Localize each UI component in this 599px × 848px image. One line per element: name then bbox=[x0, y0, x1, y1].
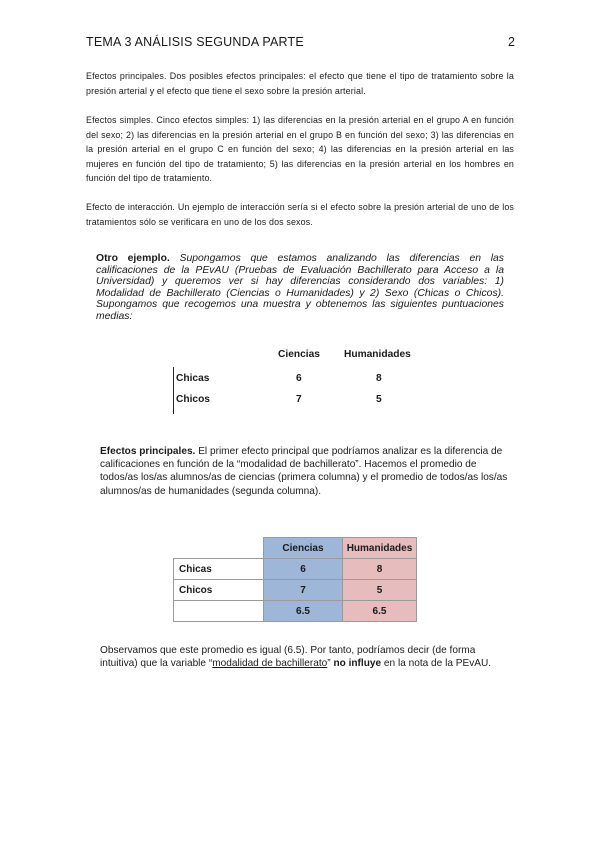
table-row bbox=[174, 559, 417, 580]
table1-cell: 5 bbox=[376, 394, 382, 405]
table1-header-ciencias: Ciencias bbox=[278, 349, 320, 360]
example-paragraph bbox=[96, 253, 504, 323]
conclusion-mid: ” bbox=[327, 658, 334, 670]
table1-divider bbox=[173, 367, 174, 414]
table1-cell: 8 bbox=[376, 373, 382, 384]
conclusion-underlined: modalidad de bachillerato bbox=[212, 658, 328, 670]
table1-row-label: Chicos bbox=[176, 394, 210, 405]
table2-header-ciencias: Ciencias bbox=[264, 538, 343, 559]
table2-empty-label bbox=[174, 601, 264, 622]
means-table bbox=[173, 537, 417, 622]
paragraph-main-effects: Efectos principales. Dos posibles efectos principales: el efecto que tiene el tipo de tratamiento sobre la presión arterial y el efecto que tiene el sexo sobre la presión arterial. bbox=[86, 71, 514, 96]
table-row bbox=[174, 538, 417, 559]
table1-row-label: Chicas bbox=[176, 373, 210, 384]
conclusion-paragraph bbox=[100, 644, 508, 670]
effects-lead: Efectos principales. bbox=[100, 446, 196, 457]
table2-row-label: Chicas bbox=[174, 559, 264, 580]
table2-mean-humanidades: 6.5 bbox=[343, 601, 417, 622]
table2-blank-cell bbox=[174, 538, 264, 559]
example-lead: Otro ejemplo. bbox=[96, 253, 170, 264]
page-header-title: TEMA 3 ANÁLISIS SEGUNDA PARTE bbox=[86, 35, 304, 49]
conclusion-bold: no influye bbox=[333, 658, 382, 670]
paragraph-simple-effects: Efectos simples. Cinco efectos simples: 1) las diferencias en la presión arterial en el grupo A en función del sexo; 2) las diferencias en la presión arterial en el grupo B en función del sexo; 3) las diferencias en la presión arterial en el grupo C en función del sexo; 4) las diferencias en la presión arterial en las mujeres en función del tipo de tratamiento; 5) las diferencias en la presión arterial en los hombres en función del tipo de tratamiento. bbox=[86, 115, 514, 184]
table1-cell: 7 bbox=[296, 394, 302, 405]
table-row bbox=[174, 601, 417, 622]
page-number: 2 bbox=[508, 35, 515, 49]
table1-cell: 6 bbox=[296, 373, 302, 384]
table2-mean-ciencias: 6.5 bbox=[264, 601, 343, 622]
table2-cell: 8 bbox=[343, 559, 417, 580]
table-row bbox=[174, 580, 417, 601]
effects-text: El primer efecto principal que podríamos analizar es la diferencia de calificaciones en función de la “modalidad de bachillerato”. Hacemos el promedio de todos/as los/as alumnos/as de ciencias (primera columna) y el promedio de todos/as los/as alumnos/as de humanidades (segunda columna). bbox=[100, 446, 508, 497]
table2-cell: 6 bbox=[264, 559, 343, 580]
effects-paragraph bbox=[100, 445, 508, 498]
table1-header-humanidades: Humanidades bbox=[344, 349, 411, 360]
conclusion-pre: Observamos que este promedio es igual (6.5). Por tanto, podríamos decir (de forma intuitiva) que la variable “ bbox=[100, 645, 476, 670]
paragraph-interaction-effect: Efecto de interacción. Un ejemplo de interacción sería si el efecto sobre la presión arterial de uno de los tratamientos sólo se verificara en uno de los dos sexos. bbox=[86, 202, 514, 227]
table2-cell: 5 bbox=[343, 580, 417, 601]
example-text: Supongamos que estamos analizando las diferencias en las calificaciones de la PEvAU (Pruebas de Evaluación Bachillerato para Acceso a la Universidad) y queremos ver si hay diferencias considerando dos variables: 1) Modalidad de Bachillerato (Ciencias o Humanidades) y 2) Sexo (Chicas o Chicos). Supongamos que recogemos una muestra y obtenemos las siguientes puntuaciones medias: bbox=[96, 253, 504, 322]
table2-header-humanidades: Humanidades bbox=[343, 538, 417, 559]
conclusion-post: en la nota de la PEvAU. bbox=[381, 658, 492, 670]
table2-row-label: Chicos bbox=[174, 580, 264, 601]
table2-cell: 7 bbox=[264, 580, 343, 601]
